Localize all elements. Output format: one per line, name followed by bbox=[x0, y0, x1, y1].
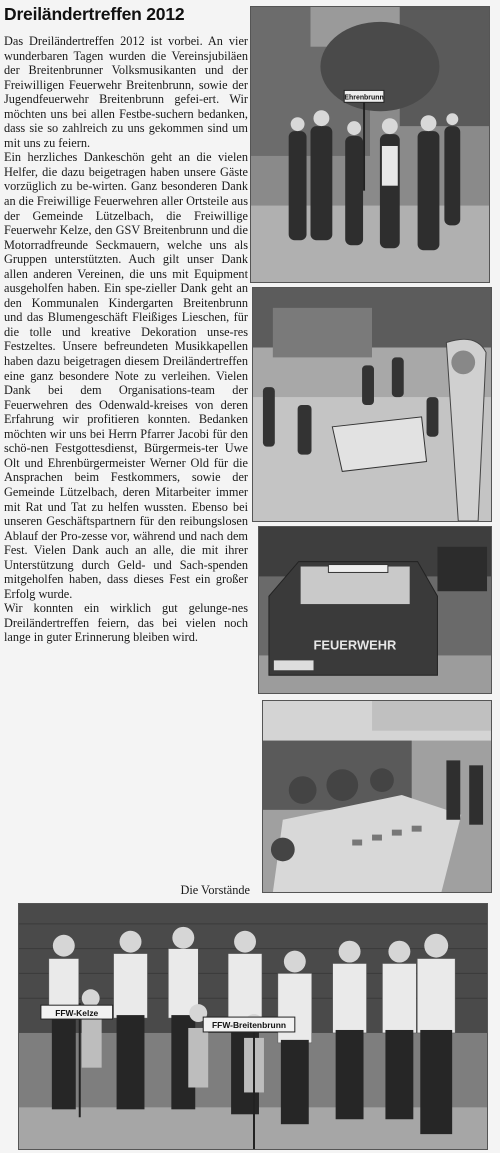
fire-truck-label: FEUERWEHR bbox=[313, 637, 397, 653]
article-paragraph-1: Das Dreiländertreffen 2012 ist vorbei. An vier wunderbaren Tagen wurden die Vereinsjubiläen der Breitenbrunner Volksmusikanten und der Freiwilligen Feuerwehr Breitenbrunn, sowie der Jugendfeuerwehr Breitenbrunn gefei-ert. Wir möchten uns bei allen Festbe-suchern bedanken, dass sie so zahlreich zu uns gekommen sind um mit uns zu feiern. bbox=[4, 34, 248, 150]
article-title: Dreiländertreffen 2012 bbox=[4, 4, 185, 24]
group-photo bbox=[18, 903, 488, 1150]
fire-truck-photo bbox=[258, 526, 492, 694]
parade-photo bbox=[250, 6, 490, 283]
article-body bbox=[4, 34, 248, 645]
games-photo bbox=[252, 287, 492, 522]
article-signature: Die Vorstände bbox=[180, 883, 250, 897]
group-sign-left-label: FFW-Kelze bbox=[55, 1008, 99, 1019]
article-paragraph-2: Ein herzliches Dankeschön geht an die vielen Helfer, die dazu beigetragen haben unsere Gäste vorzüglich zu be-wirten. Ganz besonderen Dank an die Freiwillige Feuerwehren aller Ortsteile aus der Gemeinde Lützelbach, die Freiwillige Feuerwehr Kelze, den GSV Breitenbrunn und die Motorradfreunde Seckmauern, welche uns als Gruppen unterstützten. Auch gilt unser Dank allen anderen Vereinen, die uns mit Equipment ausgeholfen haben. Ein spe-zieller Dank geht an den Kommunalen Kindergarten Breitenbrunn und das Blumengeschäft Fleißiges Lieschen, für die tolle und kreative Dekoration unse-res Festzeltes. Unsere befreundeten Musikkapellen haben dazu beigetragen diesem Dreiländertreffen eine ganz besondere Note zu verleihen. Vielen Dank bei dem Organisations-team der Feuerwehren des Odenwald-kreises von deren Erfahrung wir profitieren konnten. Bedanken möchten wir uns bei Herrn Pfarrer Jacobi für den schö-nen Festgottesdienst, Bürgermeis-ter Uwe Olt und Ehrenbürgermeister Werner Old für die Ansprachen beim Festkommers, sowie der Gemeinde Lützelbach, deren Mitarbeiter immer mit Rat und Tat zu helfen wussten. Ebenso bei unseren Geschäftspartnern für den reibungslosen Ablauf der Pro-zesse vor, während und nach dem Fest. Vielen Dank auch an alle, die mit ihrer Unterstützung durch Geld- und Sach-spenden mitgeholfen haben, dass dieses Fest ein großer Erfolg wurde. bbox=[4, 150, 248, 601]
decoration-photo bbox=[262, 700, 492, 893]
parade-sign-label: Ehrenbrunn bbox=[344, 94, 384, 102]
article-paragraph-3: Wir konnten ein wirklich gut gelunge-nes Dreiländertreffen feiern, das bei vielen noch lange in guter Erinnerung bleiben wird. bbox=[4, 601, 248, 645]
group-sign-right-label: FFW-Breitenbrunn bbox=[212, 1020, 287, 1030]
